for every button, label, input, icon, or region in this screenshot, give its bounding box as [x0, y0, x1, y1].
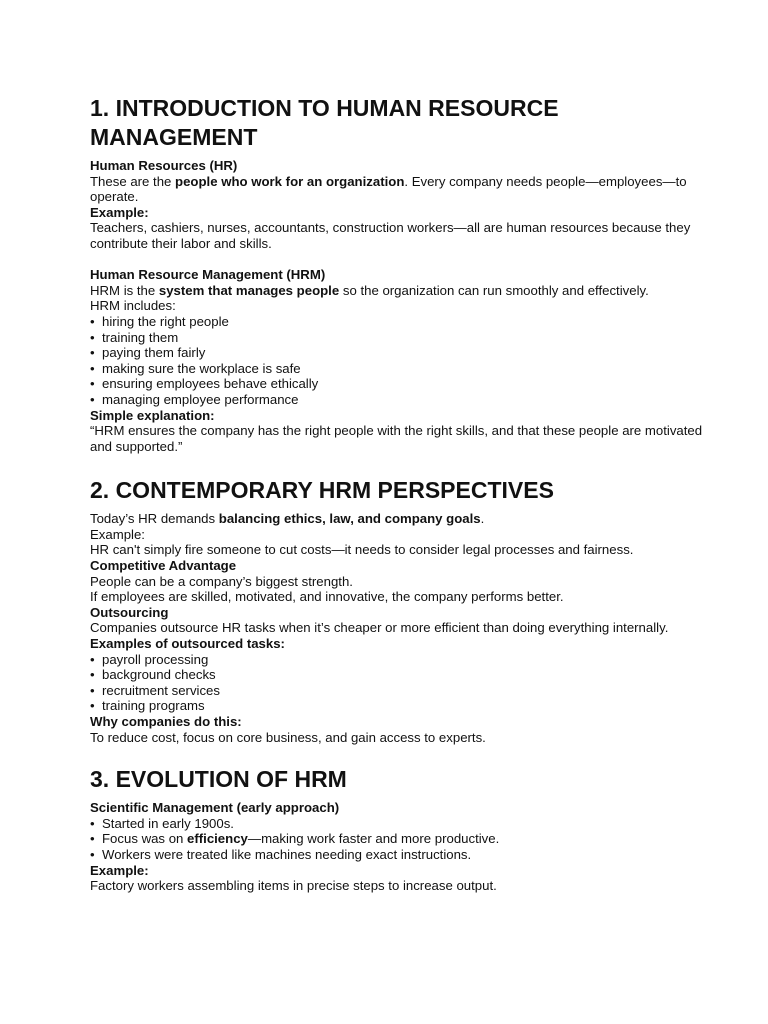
section-contemporary-perspectives — [90, 476, 708, 745]
competitive-line: People can be a company’s biggest strength. — [90, 573, 353, 589]
intro-post: . — [480, 511, 485, 527]
hrm-description — [90, 283, 708, 299]
hrm-simple-label: Simple explanation: — [90, 407, 215, 423]
hrm-includes-list — [90, 314, 708, 408]
list-item: • Started in early 1900s. — [90, 816, 708, 832]
hrm-simple-text: “HRM ensures the company has the right people with the right skills, and that these people are motivated and supported.” — [90, 423, 703, 454]
list-item: • paying them fairly — [90, 345, 708, 361]
outsourced-label: Examples of outsourced tasks: — [90, 636, 285, 652]
evolution-example-text: Factory workers assembling items in precise steps to increase output. — [90, 878, 497, 894]
perspectives-example-label: Example: — [90, 526, 145, 542]
list-item: • training them — [90, 330, 708, 346]
section-heading: 3. EVOLUTION OF HRM — [90, 766, 347, 793]
hr-desc-post: . Every company needs people—employees—to operate. — [90, 173, 687, 205]
bullet-bold: efficiency — [187, 831, 248, 847]
hr-description — [90, 174, 708, 205]
hrm-desc-bold: system that manages people — [158, 282, 340, 298]
section-heading: 2. CONTEMPORARY HRM PERSPECTIVES — [90, 477, 554, 504]
section-introduction — [90, 94, 708, 454]
list-item: • managing employee performance — [90, 392, 708, 408]
scientific-title: Scientific Management (early approach) — [90, 800, 340, 816]
outsourced-list — [90, 652, 708, 714]
list-item: • payroll processing — [90, 652, 708, 668]
hr-example-label: Example: — [90, 204, 149, 220]
list-item: • ensuring employees behave ethically — [90, 376, 708, 392]
why-label: Why companies do this: — [90, 714, 242, 729]
evolution-example-label: Example: — [90, 862, 149, 878]
spacer — [90, 252, 708, 268]
bullet-post: —making work faster and more productive. — [247, 831, 500, 847]
outsourcing-title: Outsourcing — [90, 604, 169, 620]
scientific-list — [90, 816, 708, 863]
competitive-line: If employees are skilled, motivated, and innovative, the company performs better. — [90, 589, 564, 605]
hr-title: Human Resources (HR) — [90, 158, 238, 173]
intro-bold: balancing ethics, law, and company goals — [218, 511, 481, 527]
list-item: • making sure the workplace is safe — [90, 361, 708, 377]
list-item: • hiring the right people — [90, 314, 708, 330]
hr-example-text: Teachers, cashiers, nurses, accountants, construction workers—all are human resources because they contribute their labor and skills. — [90, 220, 691, 251]
hrm-desc-post: so the organization can run smoothly and effectively. — [339, 282, 649, 298]
bullet-pre: Focus was on — [102, 831, 188, 847]
list-item: • Workers were treated like machines needing exact instructions. — [90, 847, 708, 863]
list-item — [90, 831, 708, 847]
hrm-desc-pre: HRM is the — [90, 282, 159, 298]
perspectives-example-text: HR can't simply fire someone to cut costs—it needs to consider legal processes and fairness. — [90, 542, 634, 558]
hr-desc-bold: people who work for an organization — [175, 173, 405, 189]
outsourcing-text: Companies outsource HR tasks when it’s cheaper or more efficient than doing everything internally. — [90, 620, 669, 636]
hrm-title: Human Resource Management (HRM) — [90, 267, 326, 283]
hrm-includes-label: HRM includes: — [90, 298, 176, 314]
section-heading: 1. INTRODUCTION TO HUMAN RESOURCE MANAGEMENT — [90, 95, 559, 150]
list-item: • background checks — [90, 667, 708, 683]
list-item: • training programs — [90, 698, 708, 714]
why-text: To reduce cost, focus on core business, and gain access to experts. — [90, 729, 486, 745]
hr-desc-pre: These are the — [90, 173, 176, 189]
competitive-title: Competitive Advantage — [90, 558, 237, 574]
section-evolution — [90, 765, 708, 894]
list-item: • recruitment services — [90, 683, 708, 699]
perspectives-intro — [90, 511, 708, 527]
intro-pre: Today’s HR demands — [90, 511, 219, 527]
